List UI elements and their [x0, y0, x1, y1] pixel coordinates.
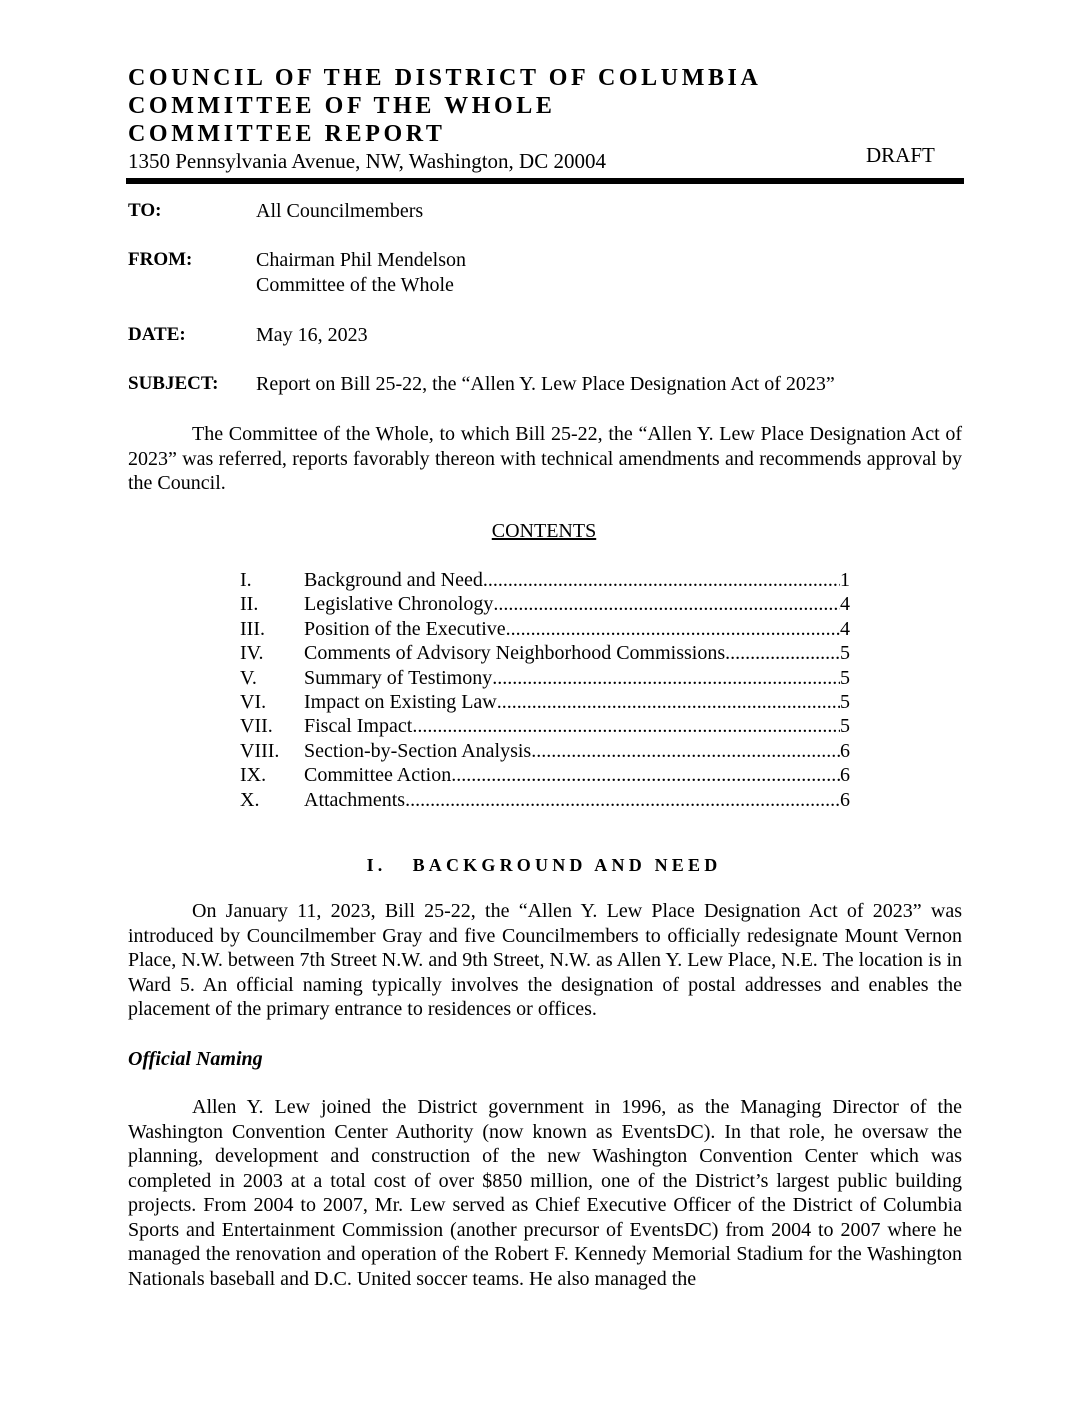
from-value-line2: Committee of the Whole	[256, 274, 454, 296]
toc-entry-page: 5	[840, 642, 850, 665]
report-type: COMMITTEE REPORT	[128, 121, 446, 147]
toc-entry	[240, 592, 850, 616]
toc-entry	[240, 714, 850, 738]
date-label: DATE:	[128, 324, 186, 345]
council-name: COUNCIL OF THE DISTRICT OF COLUMBIA	[128, 65, 762, 91]
toc-entry-page: 5	[840, 690, 850, 713]
intro-paragraph	[128, 422, 962, 496]
toc-entry-page: 4	[840, 593, 850, 616]
intro-text: The Committee of the Whole, to which Bill 25-22, the “Allen Y. Lew Place Designation Act of 2023” was referred, reports favorably thereon with technical amendments and recommends approval by the Council.	[128, 423, 962, 494]
toc-entry-title: Fiscal Impact	[304, 715, 413, 738]
background-text: On January 11, 2023, Bill 25-22, the “Allen Y. Lew Place Designation Act of 2023” was introduced by Councilmember Gray and five Councilmembers to officially redesignate Mount Vernon Place, N.W. between 7th Street N.W. and 9th Street, N.W. as Allen Y. Lew Place, N.E. The location is in Ward 5. An official naming typically involves the designation of postal addresses and enables the placement of the primary entrance to residences or offices.	[128, 900, 962, 1020]
draft-label: DRAFT	[866, 143, 935, 167]
toc-entry-title: Legislative Chronology	[304, 593, 494, 616]
toc-entry-title: Summary of Testimony	[304, 666, 493, 689]
toc-entry-number: VI.	[240, 690, 267, 713]
toc-entry-number: IV.	[240, 642, 264, 665]
header-rule	[126, 178, 964, 184]
toc-entry-page: 6	[840, 764, 850, 787]
date-value: May 16, 2023	[256, 324, 368, 346]
toc-dot-leader	[497, 690, 840, 714]
toc-entry	[240, 739, 850, 763]
toc-dot-leader	[483, 568, 840, 592]
toc-dot-leader	[725, 641, 840, 665]
toc-entry	[240, 617, 850, 641]
toc-entry-title: Background and Need	[304, 569, 483, 591]
toc-dot-leader	[451, 763, 840, 787]
toc-entry-title: Attachments	[304, 788, 406, 811]
toc-entry-page: 1	[840, 569, 850, 591]
toc-entry-page: 6	[840, 739, 850, 762]
to-label: TO:	[128, 200, 162, 221]
toc-dot-leader	[493, 592, 840, 616]
section-heading: I. BACKGROUND AND NEED	[366, 855, 722, 875]
background-paragraph	[128, 899, 962, 1022]
toc-dot-leader	[506, 617, 840, 641]
naming-text: Allen Y. Lew joined the District government in 1996, as the Managing Director of the Washington Convention Center Authority (now known as EventsDC). In that role, he oversaw the planning, development and construction of the new Washington Convention Center which was completed in 2003 at a total cost of over $850 million, one of the District’s largest public building projects. From 2004 to 2007, Mr. Lew served as Chief Executive Officer of the District of Columbia Sports and Entertainment Commission (another precursor of EventsDC) from 2004 to 2007 where he managed the renovation and operation of the Robert F. Kennedy Memorial Stadium for the Washington Nationals baseball and D.C. United soccer teams. He also managed the	[128, 1096, 962, 1290]
toc-dot-leader	[492, 666, 840, 690]
subject-value: Report on Bill 25-22, the “Allen Y. Lew Place Designation Act of 2023”	[256, 373, 835, 395]
toc-entry-page: 4	[840, 617, 850, 640]
toc-dot-leader	[531, 739, 840, 763]
official-naming-subheading: Official Naming	[128, 1048, 263, 1070]
toc-entry-number: III.	[240, 617, 265, 640]
toc-entry	[240, 788, 850, 812]
toc-entry	[240, 690, 850, 714]
toc-entry-page: 5	[840, 666, 850, 689]
from-label: FROM:	[128, 249, 193, 270]
council-address: 1350 Pennsylvania Avenue, NW, Washington, DC 20004	[128, 149, 606, 173]
toc-entry-title: Position of the Executive	[304, 617, 506, 640]
toc-entry	[240, 666, 850, 690]
from-value-line1: Chairman Phil Mendelson	[256, 249, 466, 271]
toc-dot-leader	[412, 714, 840, 738]
toc-entry	[240, 568, 850, 592]
table-of-contents	[240, 568, 850, 812]
contents-title: CONTENTS	[491, 520, 597, 542]
toc-entry-number: X.	[240, 788, 260, 811]
toc-entry-title: Comments of Advisory Neighborhood Commissions	[304, 642, 726, 665]
toc-entry-number: II.	[240, 593, 259, 616]
toc-entry-title: Committee Action	[304, 764, 452, 787]
toc-entry-title: Impact on Existing Law	[304, 690, 497, 713]
subject-label: SUBJECT:	[128, 373, 219, 394]
toc-entry-title: Section-by-Section Analysis	[304, 739, 532, 762]
toc-entry	[240, 641, 850, 665]
toc-entry-number: V.	[240, 666, 257, 689]
toc-entry-page: 6	[840, 788, 850, 811]
toc-entry-page: 5	[840, 715, 850, 738]
committee-name: COMMITTEE OF THE WHOLE	[128, 93, 556, 119]
naming-paragraph	[128, 1095, 962, 1291]
toc-entry-number: VII.	[240, 715, 273, 738]
to-value: All Councilmembers	[256, 200, 424, 222]
toc-dot-leader	[405, 788, 840, 812]
toc-entry-number: I.	[240, 569, 252, 591]
toc-entry-number: IX.	[240, 764, 267, 787]
toc-entry	[240, 763, 850, 787]
toc-entry-number: VIII.	[240, 739, 280, 762]
